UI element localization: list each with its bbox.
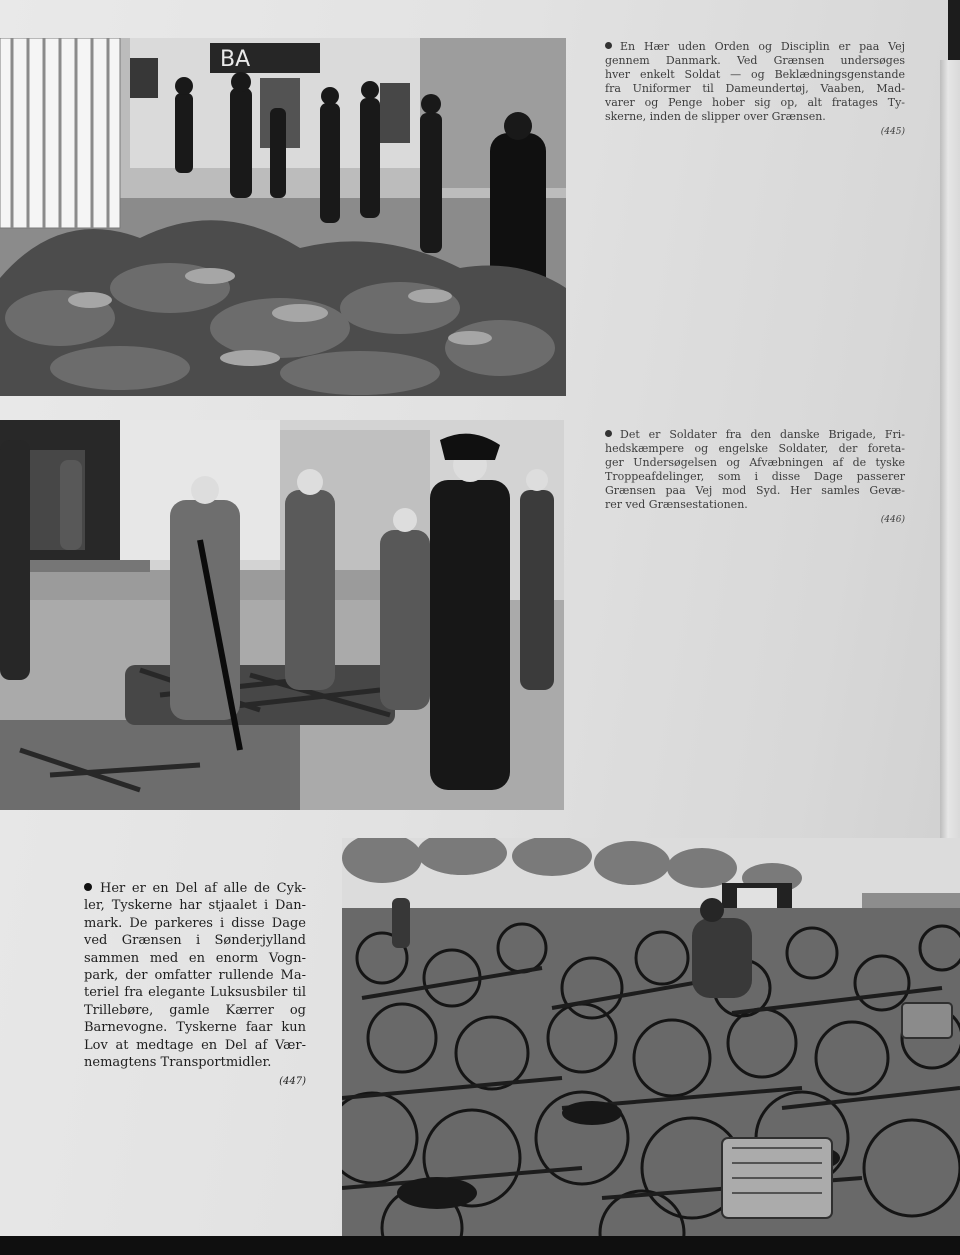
caption-photo-445: En Hær uden Orden og Disciplin er paa Vej gennem Danmark. Ved Grænsen undersøges hver enkelt Soldat — og Beklædningsgenstande fra Uniformer til Dameundertøj, Vaaben, Mad- varer og Penge hober sig op, alt fratages Ty- skerne, inden de slipper over Grænsen. (445) xyxy=(605,40,905,137)
table-surface xyxy=(0,1236,960,1255)
bullet-icon xyxy=(84,883,92,891)
photo-stolen-bicycles xyxy=(342,838,960,1240)
photo-number: (447) xyxy=(279,1076,306,1088)
photo-soldiers-collecting-rifles xyxy=(0,420,564,810)
photo-confiscated-goods-heap xyxy=(0,38,566,396)
bullet-icon xyxy=(605,42,612,49)
bullet-icon xyxy=(605,430,612,437)
photo-number: (446) xyxy=(880,515,905,525)
shop-sign-text: BA xyxy=(220,47,251,72)
caption-photo-446: Det er Soldater fra den danske Brigade, Fri- hedskæmpere og engelske Soldater, der foreta- ger Undersøgelsen og Afvæbningen af de tyske Troppeafdelinger, som i disse Dage passerer Grænsen paa Vej mod Syd. Her samles Gevæ- rer ved Grænsestationen. (446) xyxy=(605,428,905,525)
photo-number: (445) xyxy=(880,127,905,137)
caption-photo-447: Her er en Del af alle de Cyk- ler, Tyskerne har stjaalet i Dan- mark. De parkeres i disse Dage ved Grænsen i Sønderjylland sammen med en enorm Vogn- park, der omfatter rullende Ma- teriel fra elegante Luksusbiler til Trillebøre, gamle Kærrer og Barnevogne. Tyskerne faar kun Lov at medtage en Del af Vær- nemagtens Transportmidler. (447) xyxy=(84,880,306,1091)
